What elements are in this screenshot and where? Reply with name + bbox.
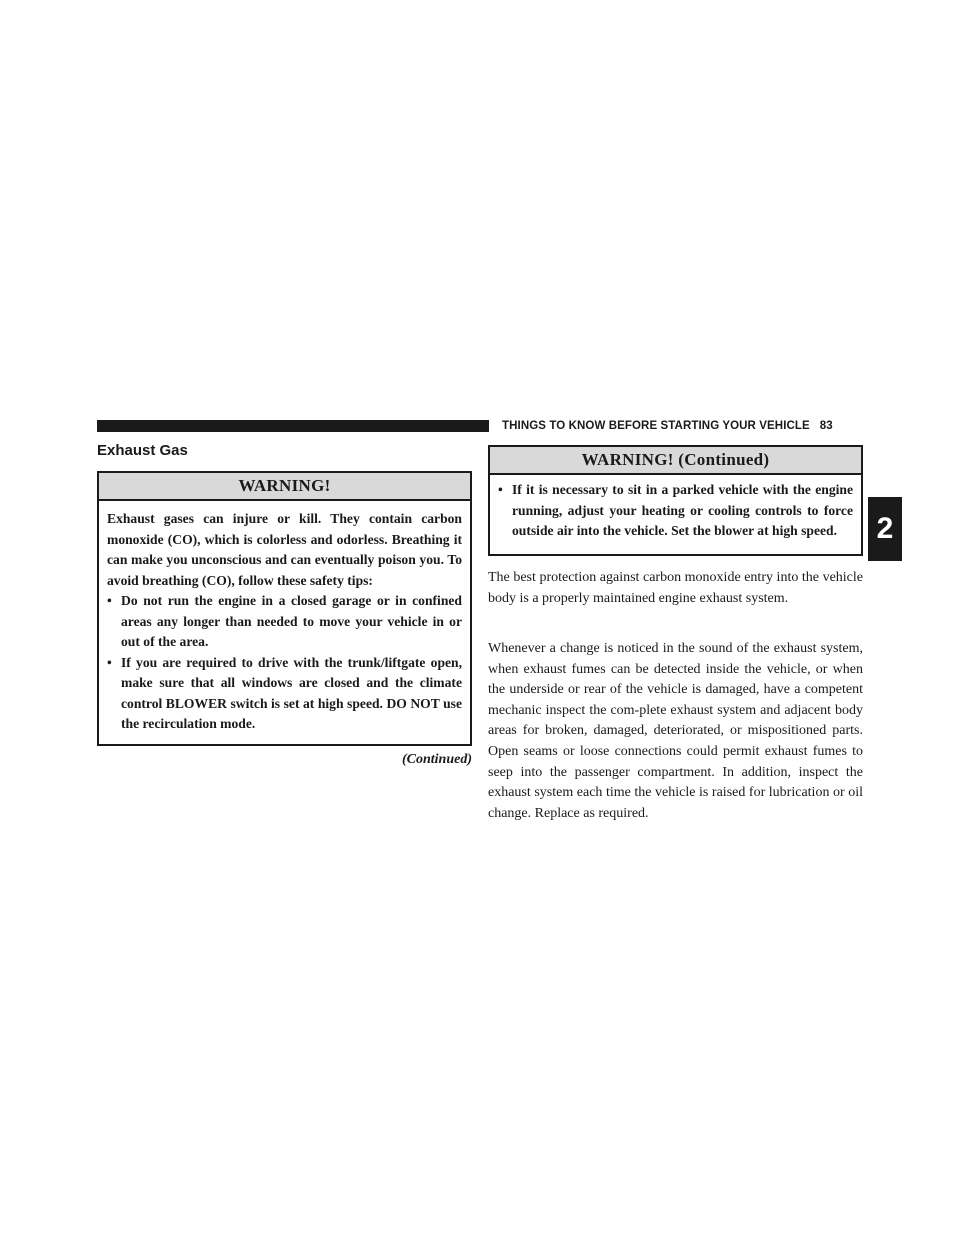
warning-body [99,501,470,735]
warning-bullet [107,653,462,735]
warning-bullet-text: Do not run the engine in a closed garage or in confined areas any longer than needed to move your vehicle in or out of the area. [121,593,462,649]
warning-continued-title: WARNING! (Continued) [490,447,861,475]
continued-note: (Continued) [401,752,472,767]
bullet-icon: • [107,593,112,608]
running-head-title: THINGS TO KNOW BEFORE STARTING YOUR VEHICLE [502,420,810,432]
warning-intro: Exhaust gases can injure or kill. They contain carbon monoxide (CO), which is colorless and odorless. Breathing it can make you unconscious and can eventually poison you. To avoid breathing (CO), follow these safety tips: [107,511,462,588]
warning-bullet [498,480,853,542]
warning-bullet-text: If you are required to drive with the trunk/liftgate open, make sure that all windows are closed and the climate control BLOWER switch is set at high speed. DO NOT use the recirculation mode. [121,654,462,731]
body-paragraph: The best protection against carbon monoxide entry into the vehicle body is a properly maintained engine exhaust system. [488,570,863,606]
warning-bullet [107,591,462,653]
bullet-icon: • [498,482,503,497]
body-paragraph: Whenever a change is noticed in the sound of the exhaust system, when exhaust fumes can be detected inside the vehicle, or when the underside or rear of the vehicle is damaged, have a competent mechanic inspect the com-plete exhaust system and adjacent body areas for broken, damaged, deteriorated, or mispositioned parts. Open seams or loose connections could permit exhaust fumes to seep into the passenger compartment. In addition, inspect the exhaust system each time the vehicle is raised for lubrication or oil change. Replace as required. [488,641,863,821]
chapter-tab: 2 [868,497,902,561]
warning-bullet-text: If it is necessary to sit in a parked vehicle with the engine running, adjust your heating or cooling controls to force outside air into the vehicle. Set the blower at high speed. [512,482,853,538]
running-head [502,418,833,434]
warning-continued-body [490,475,861,542]
warning-continued-box [488,445,863,556]
header-rule-bar [97,420,489,432]
warning-box [97,471,472,746]
page-number: 83 [819,420,833,432]
warning-title: WARNING! [99,473,470,501]
bullet-icon: • [107,654,112,670]
section-heading: Exhaust Gas [97,442,188,459]
